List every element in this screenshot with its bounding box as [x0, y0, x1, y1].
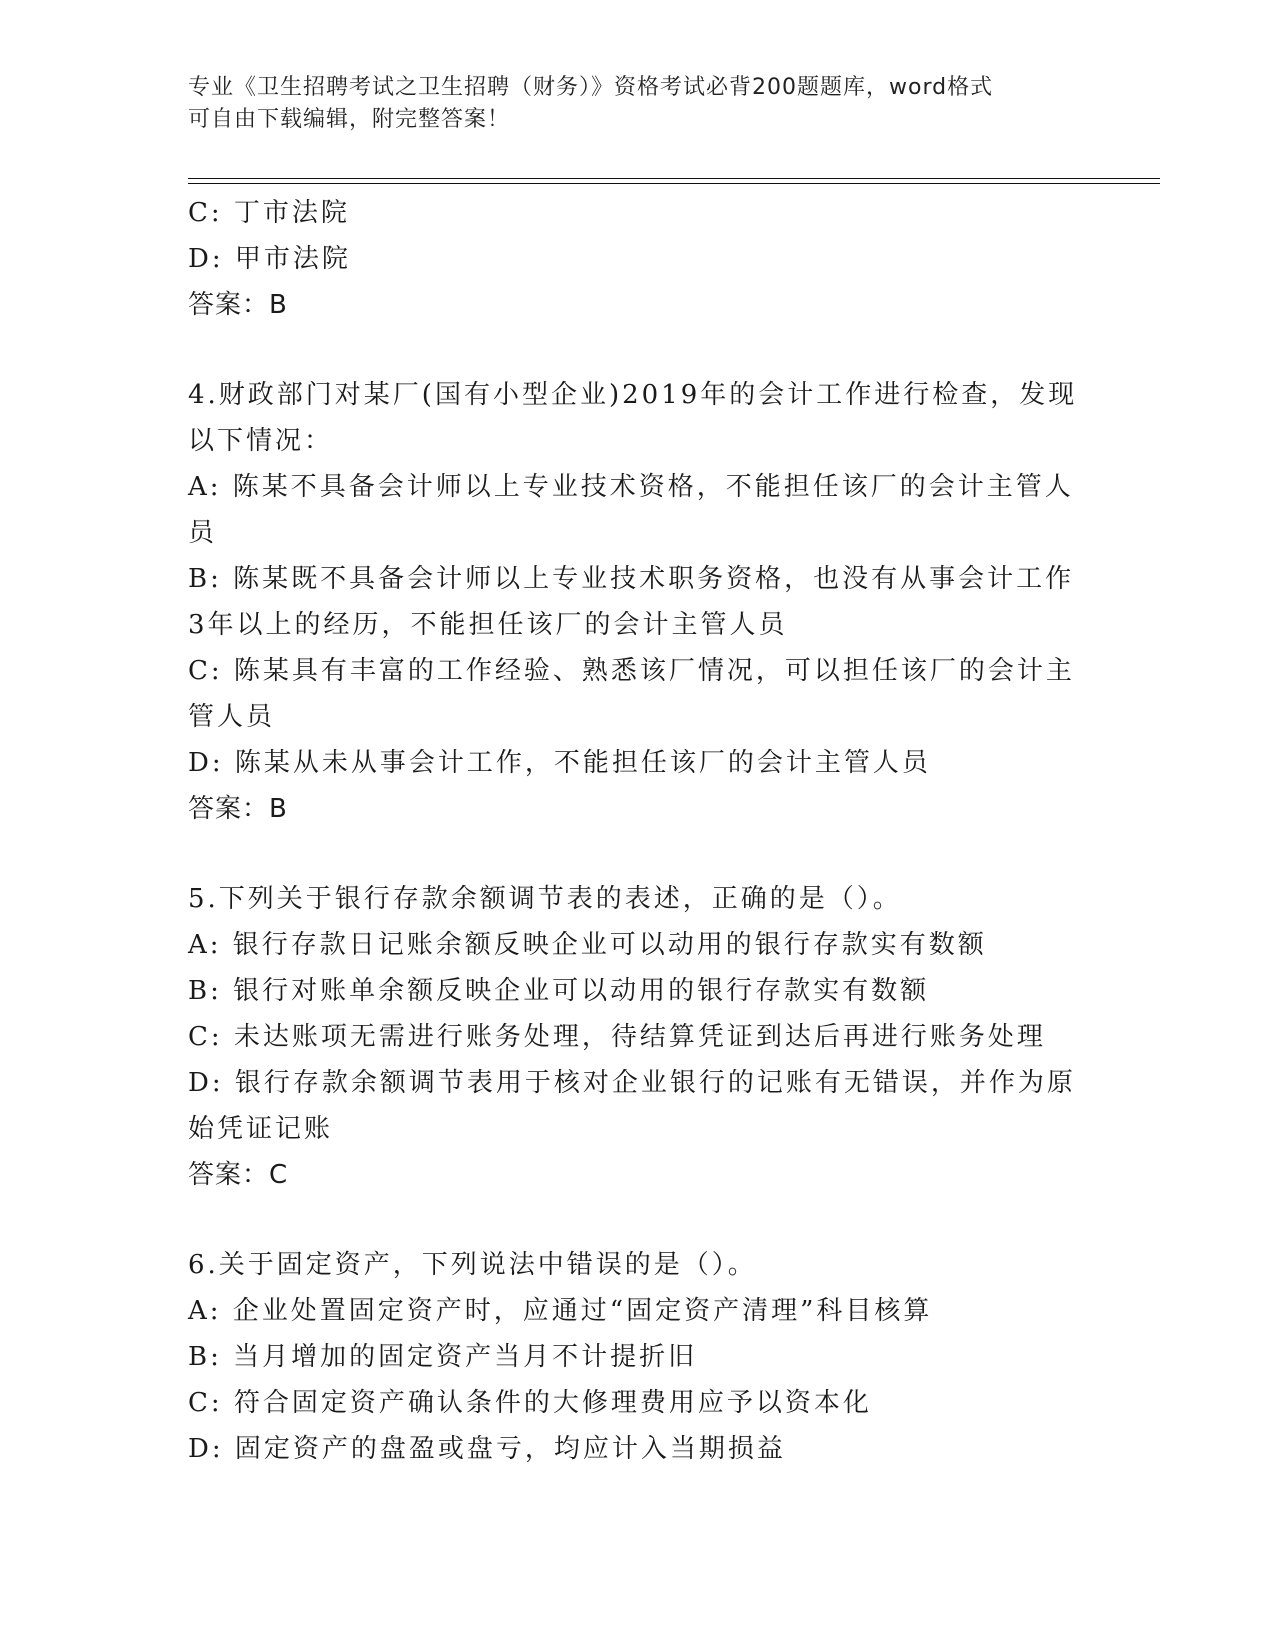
header-title-line-2: 可自由下载编辑，附完整答案！ — [188, 107, 511, 132]
answer-line: 答案：C — [188, 1160, 289, 1190]
option-d-cont: 始凭证记账 — [188, 1114, 334, 1144]
question-stem-cont: 以下情况： — [188, 426, 334, 456]
option-c: C: 未达账项无需进行账务处理，待结算凭证到达后再进行账务处理 — [188, 1022, 1046, 1052]
question-stem: 6.关于固定资产，下列说法中错误的是（）。 — [188, 1250, 757, 1280]
option-b: B: 银行对账单余额反映企业可以动用的银行存款实有数额 — [188, 976, 930, 1006]
option-b-cont: 3年以上的经历，不能担任该厂的会计主管人员 — [188, 610, 788, 640]
answer-line: 答案：B — [188, 290, 288, 320]
option-c-cont: 管人员 — [188, 702, 276, 732]
option-c: C: 符合固定资产确认条件的大修理费用应予以资本化 — [188, 1388, 872, 1418]
option-d: D: 固定资产的盘盈或盘亏，均应计入当期损益 — [188, 1434, 786, 1464]
option-b: B: 当月增加的固定资产当月不计提折旧 — [188, 1342, 698, 1372]
question-3-tail — [188, 190, 1088, 328]
header-rule-top — [188, 178, 1160, 179]
option-d: D: 陈某从未从事会计工作，不能担任该厂的会计主管人员 — [188, 748, 931, 778]
question-4 — [188, 372, 1088, 832]
option-d: D: 甲市法院 — [188, 244, 351, 274]
option-a: A: 企业处置固定资产时，应通过“固定资产清理”科目核算 — [188, 1296, 933, 1326]
option-a: A: 陈某不具备会计师以上专业技术资格，不能担任该厂的会计主管人 — [188, 472, 1074, 502]
document-body — [188, 190, 1088, 1472]
option-c: C: 丁市法院 — [188, 198, 350, 228]
spacer — [188, 328, 1088, 372]
option-b: B: 陈某既不具备会计师以上专业技术职务资格，也没有从事会计工作 — [188, 564, 1075, 594]
question-6 — [188, 1242, 1088, 1472]
question-stem: 4.财政部门对某厂(国有小型企业)2019年的会计工作进行检查，发现 — [188, 380, 1078, 410]
answer-line: 答案：B — [188, 794, 288, 824]
spacer — [188, 832, 1088, 876]
question-stem: 5.下列关于银行存款余额调节表的表述，正确的是（）。 — [188, 884, 902, 914]
header-title-line-1: 专业《卫生招聘考试之卫生招聘（财务）》资格考试必背200题题库，word格式 — [188, 75, 994, 100]
page-header — [188, 72, 1068, 136]
question-5 — [188, 876, 1088, 1198]
header-rule-bottom — [188, 183, 1160, 184]
option-d: D: 银行存款余额调节表用于核对企业银行的记账有无错误，并作为原 — [188, 1068, 1076, 1098]
spacer — [188, 1198, 1088, 1242]
option-a-cont: 员 — [188, 518, 218, 548]
option-a: A: 银行存款日记账余额反映企业可以动用的银行存款实有数额 — [188, 930, 987, 960]
option-c: C: 陈某具有丰富的工作经验、熟悉该厂情况，可以担任该厂的会计主 — [188, 656, 1075, 686]
